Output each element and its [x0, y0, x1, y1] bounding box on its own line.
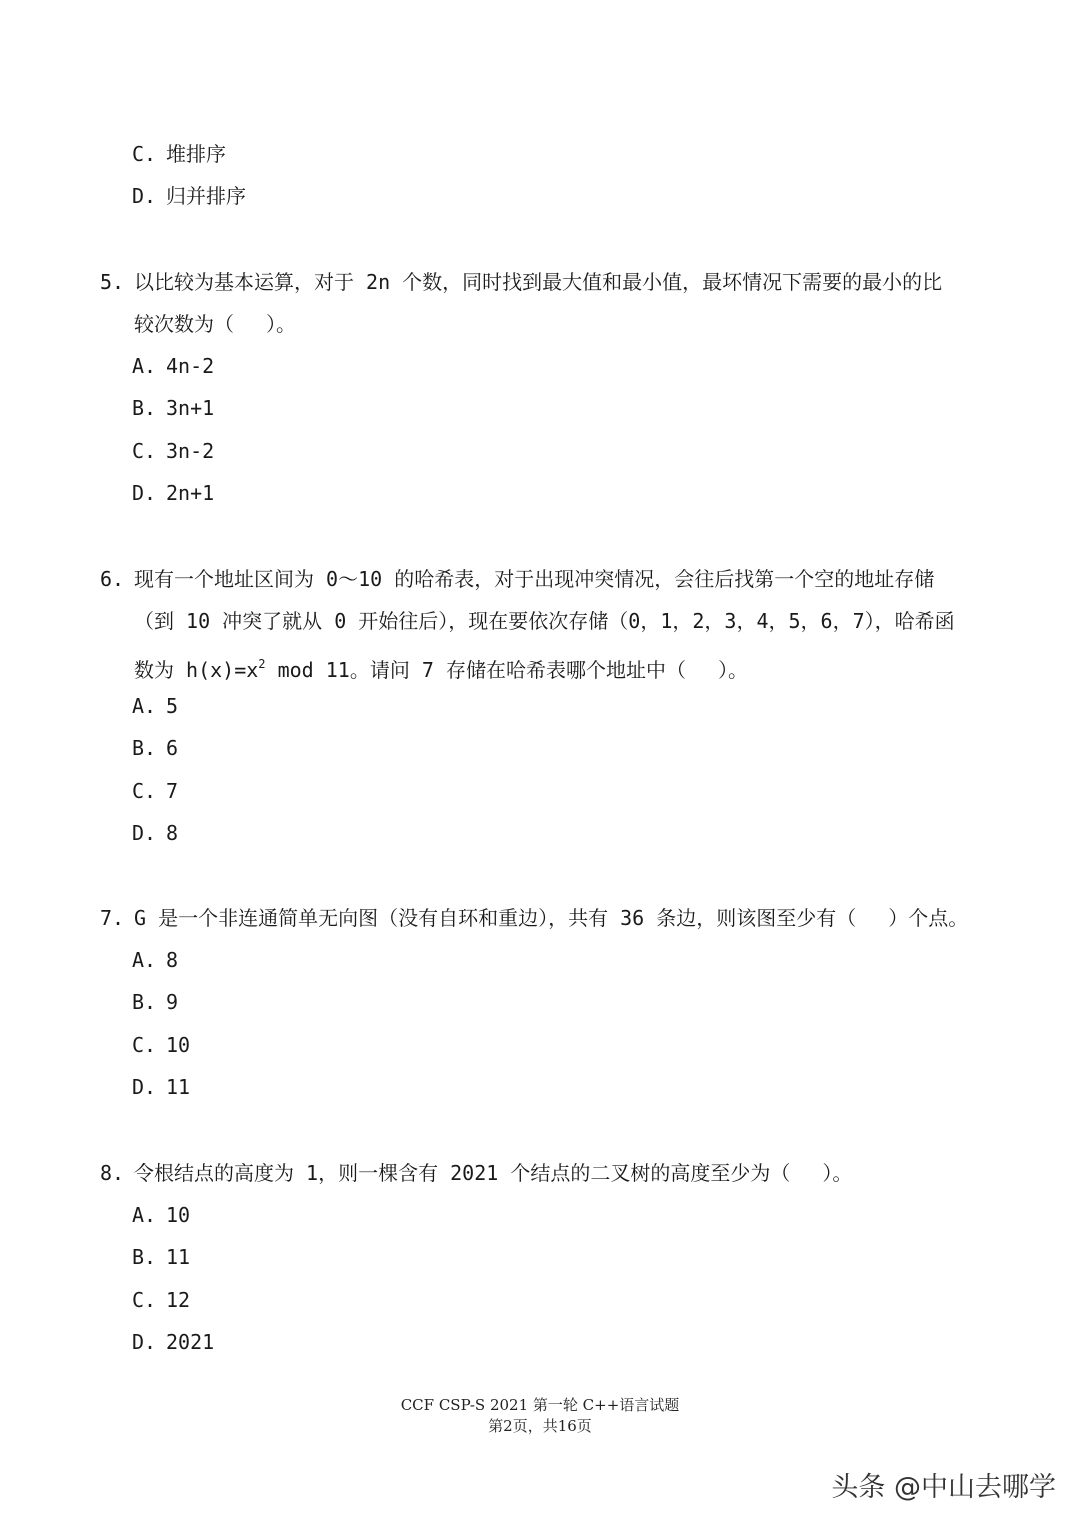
option-d: D. 11 [132, 1075, 191, 1099]
option-c: C. 12 [132, 1288, 191, 1312]
question-6-line2: （到 10 冲突了就从 0 开始往后），现在要依次存储（0，1，2，3，4，5，6，7），哈希函 [134, 609, 955, 633]
question-7-line1: 7. G 是一个非连通简单无向图（没有自环和重边），共有 36 条边，则该图至少有（ ）个点。 [100, 906, 969, 930]
option-c: C. 7 [132, 779, 179, 803]
option-b: B. 9 [132, 990, 179, 1014]
footer-title: CCF CSP-S 2021 第一轮 C++语言试题 [400, 1396, 680, 1414]
footer-page-number: 第2页，共16页 [488, 1417, 592, 1435]
question-number: 5. [100, 270, 125, 294]
watermark: 头条 @中山去哪学 [831, 1472, 1056, 1503]
option-c: C. 堆排序 [132, 142, 226, 166]
question-5-line2: 较次数为（ ）。 [134, 312, 297, 336]
question-number: 7. [100, 906, 125, 930]
option-d: D. 归并排序 [132, 184, 246, 208]
option-c: C. 10 [132, 1033, 191, 1057]
option-b: B. 3n+1 [132, 396, 215, 420]
option-a: A. 4n-2 [132, 354, 215, 378]
question-5-line1: 5. 以比较为基本运算，对于 2n 个数，同时找到最大值和最小值，最坏情况下需要的最小的比 [100, 270, 943, 294]
option-a: A. 5 [132, 694, 179, 718]
option-d: D. 2021 [132, 1330, 215, 1354]
superscript: 2 [258, 657, 266, 671]
question-8-line1: 8. 令根结点的高度为 1，则一棵含有 2021 个结点的二叉树的高度至少为（ ）。 [100, 1161, 853, 1185]
option-c: C. 3n-2 [132, 439, 215, 463]
option-b: B. 6 [132, 736, 179, 760]
question-6-line1: 6. 现有一个地址区间为 0～10 的哈希表，对于出现冲突情况，会往后找第一个空的地址存储 [100, 567, 935, 591]
option-d: D. 2n+1 [132, 481, 215, 505]
question-6-line3: 数为 $h(x)=x^2$ mod 11。请问 7 存储在哈希表哪个地址中（ ）。 [134, 657, 748, 682]
question-number: 8. [100, 1161, 125, 1185]
option-d: D. 8 [132, 821, 179, 845]
question-number: 6. [100, 567, 125, 591]
option-a: A. 10 [132, 1203, 191, 1227]
option-a: A. 8 [132, 948, 179, 972]
option-b: B. 11 [132, 1245, 191, 1269]
